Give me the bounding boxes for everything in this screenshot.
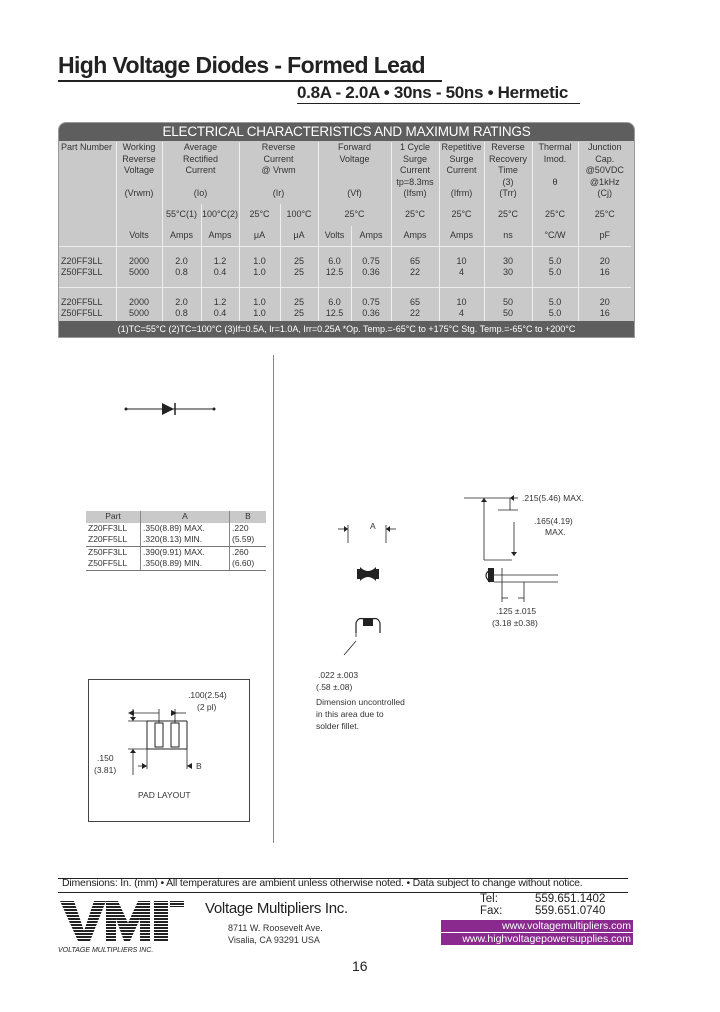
pad-height-mm: (3.81): [94, 765, 117, 775]
dim-a-label: A: [370, 521, 376, 531]
fillet-note: Dimension uncontrolled in this area due to solder fillet.: [316, 697, 405, 731]
col-io: Average Rectified Current (Io): [162, 142, 239, 204]
cond-cell: 25°C: [532, 204, 578, 226]
pad-layout-caption: PAD LAYOUT: [138, 790, 191, 800]
cond-cell: 25°C: [318, 204, 391, 226]
cond-cell: 100°C: [280, 204, 318, 226]
dim-125-mm: (3.18 ±0.38): [492, 618, 538, 628]
col-part-number: Part Number: [61, 142, 113, 152]
spec-table: [59, 142, 631, 328]
company-name: Voltage Multipliers Inc.: [205, 900, 348, 917]
vmi-logo-icon: [58, 897, 186, 945]
unit-cell: μA: [239, 226, 280, 247]
page-title: High Voltage Diodes - Formed Lead: [58, 52, 425, 78]
unit-cell: Amps: [391, 226, 439, 247]
cond-cell: 25°C: [439, 204, 484, 226]
cond-cell: 25°C: [391, 204, 439, 226]
cond-cell: 25°C: [239, 204, 280, 226]
dim-022-label: .022 ±.003: [318, 670, 359, 680]
col-ifrm: Repetitive Surge Current (Ifrm): [439, 142, 484, 204]
table-row: Z50FF3LL .390(9.91) MAX. .260: [86, 546, 266, 558]
col-ir: Reverse Current @ Vrwm (Ir): [239, 142, 318, 204]
dimension-table: [86, 511, 266, 571]
spec-panel: [58, 122, 635, 338]
cond-cell: 25°C: [484, 204, 532, 226]
table-row: Z20FF5LL Z50FF5LL 2000 5000 2.0 0.8 1.2 0.4 1.0 1.0 25 25 6.0 12.5 0.75 0.36 65 22 10 4 50 50 5.0 5.0 20 16: [59, 288, 631, 329]
col-ifsm: 1 Cycle Surge Current tp=8.3ms (Ifsm): [391, 142, 439, 204]
tel-number: 559.651.1402: [535, 893, 606, 905]
spec-header-row: [59, 142, 631, 204]
package-outline-drawing: [330, 515, 410, 675]
website-link[interactable]: www.voltagemultipliers.com: [441, 920, 633, 932]
title-underline: [58, 80, 442, 82]
pad-pitch-label: .100(2.54): [188, 690, 227, 700]
cond-cell: 100°C(2): [201, 204, 239, 226]
spec-heading: ELECTRICAL CHARACTERISTICS AND MAXIMUM RATINGS: [59, 123, 634, 141]
unit-cell: pF: [578, 226, 631, 247]
table-row: Z20FF3LL Z50FF3LL 2000 5000 2.0 0.8 1.2 0.4 1.0 1.0 25 25 6.0 12.5 0.75 0.36 65 22 10 4 30 30 5.0 5.0 20 16: [59, 247, 631, 288]
footer-notes: Dimensions: In. (mm) • All temperatures are ambient unless otherwise noted. • Data subject to change without notice.: [62, 877, 583, 889]
unit-cell: Amps: [201, 226, 239, 247]
subtitle-underline: [297, 103, 580, 104]
page-number: 16: [352, 958, 368, 974]
spec-condition-row: [59, 204, 631, 226]
column-divider: [273, 355, 274, 843]
unit-cell: μA: [280, 226, 318, 247]
pad-height-label: .150: [97, 753, 114, 763]
company-address: 8711 W. Roosevelt Ave. Visalia, CA 93291 USA: [228, 923, 323, 945]
cond-cell: 55°C(1): [162, 204, 201, 226]
unit-cell: ns: [484, 226, 532, 247]
logo-subtitle: VOLTAGE MULTIPLIERS INC.: [58, 947, 154, 954]
page-subtitle: 0.8A - 2.0A • 30ns - 50ns • Hermetic: [297, 83, 569, 102]
table-row: Z20FF5LL .320(8.13) MIN. (5.59): [86, 534, 266, 546]
website-link-2[interactable]: www.highvoltagepowersupplies.com: [441, 933, 633, 945]
package-side-view-drawing: [460, 490, 580, 610]
spec-units-row: [59, 226, 631, 247]
diode-symbol-icon: [120, 400, 220, 418]
dim-215-max: .215(5.46) MAX.: [522, 493, 584, 503]
fax-number: 559.651.0740: [535, 905, 606, 917]
unit-cell: °C/W: [532, 226, 578, 247]
unit-cell: Amps: [351, 226, 391, 247]
tel-label: Tel:: [480, 893, 498, 905]
dim-022-mm: (.58 ±.08): [316, 682, 353, 692]
col-theta: Thermal Imod. θ: [532, 142, 578, 204]
fax-label: Fax:: [480, 905, 503, 917]
col-cj: Junction Cap. @50VDC @1kHz (Cj): [578, 142, 631, 204]
unit-cell: Volts: [116, 226, 162, 247]
dim-165-max: MAX.: [545, 527, 566, 537]
spec-footnote: (1)TC=55°C (2)TC=100°C (3)If=0.5A, Ir=1.0A, Irr=0.25A *Op. Temp.=-65°C to +175°C Stg. Temp.=-65°C to +200°C: [59, 321, 634, 337]
pad-pitch-note: (2 pl): [197, 702, 217, 712]
col-trr: Reverse Recovery Time (3) (Trr): [484, 142, 532, 204]
dim-165-label: .165(4.19): [534, 516, 573, 526]
unit-cell: Amps: [162, 226, 201, 247]
dimension-table-header: Part A B: [86, 511, 266, 523]
company-logo: [58, 897, 186, 954]
table-row: Z50FF5LL .350(8.89) MIN. (6.60): [86, 558, 266, 570]
cond-cell: 25°C: [578, 204, 631, 226]
unit-cell: Amps: [439, 226, 484, 247]
col-vrwm: Working Reverse Voltage (Vrwm): [116, 142, 162, 204]
unit-cell: Volts: [318, 226, 351, 247]
col-vf: Forward Voltage (Vf): [318, 142, 391, 204]
pad-b-label: B: [196, 761, 202, 771]
dim-125-label: .125 ±.015: [496, 606, 537, 616]
table-row: Z20FF3LL .350(8.89) MAX. .220: [86, 523, 266, 535]
